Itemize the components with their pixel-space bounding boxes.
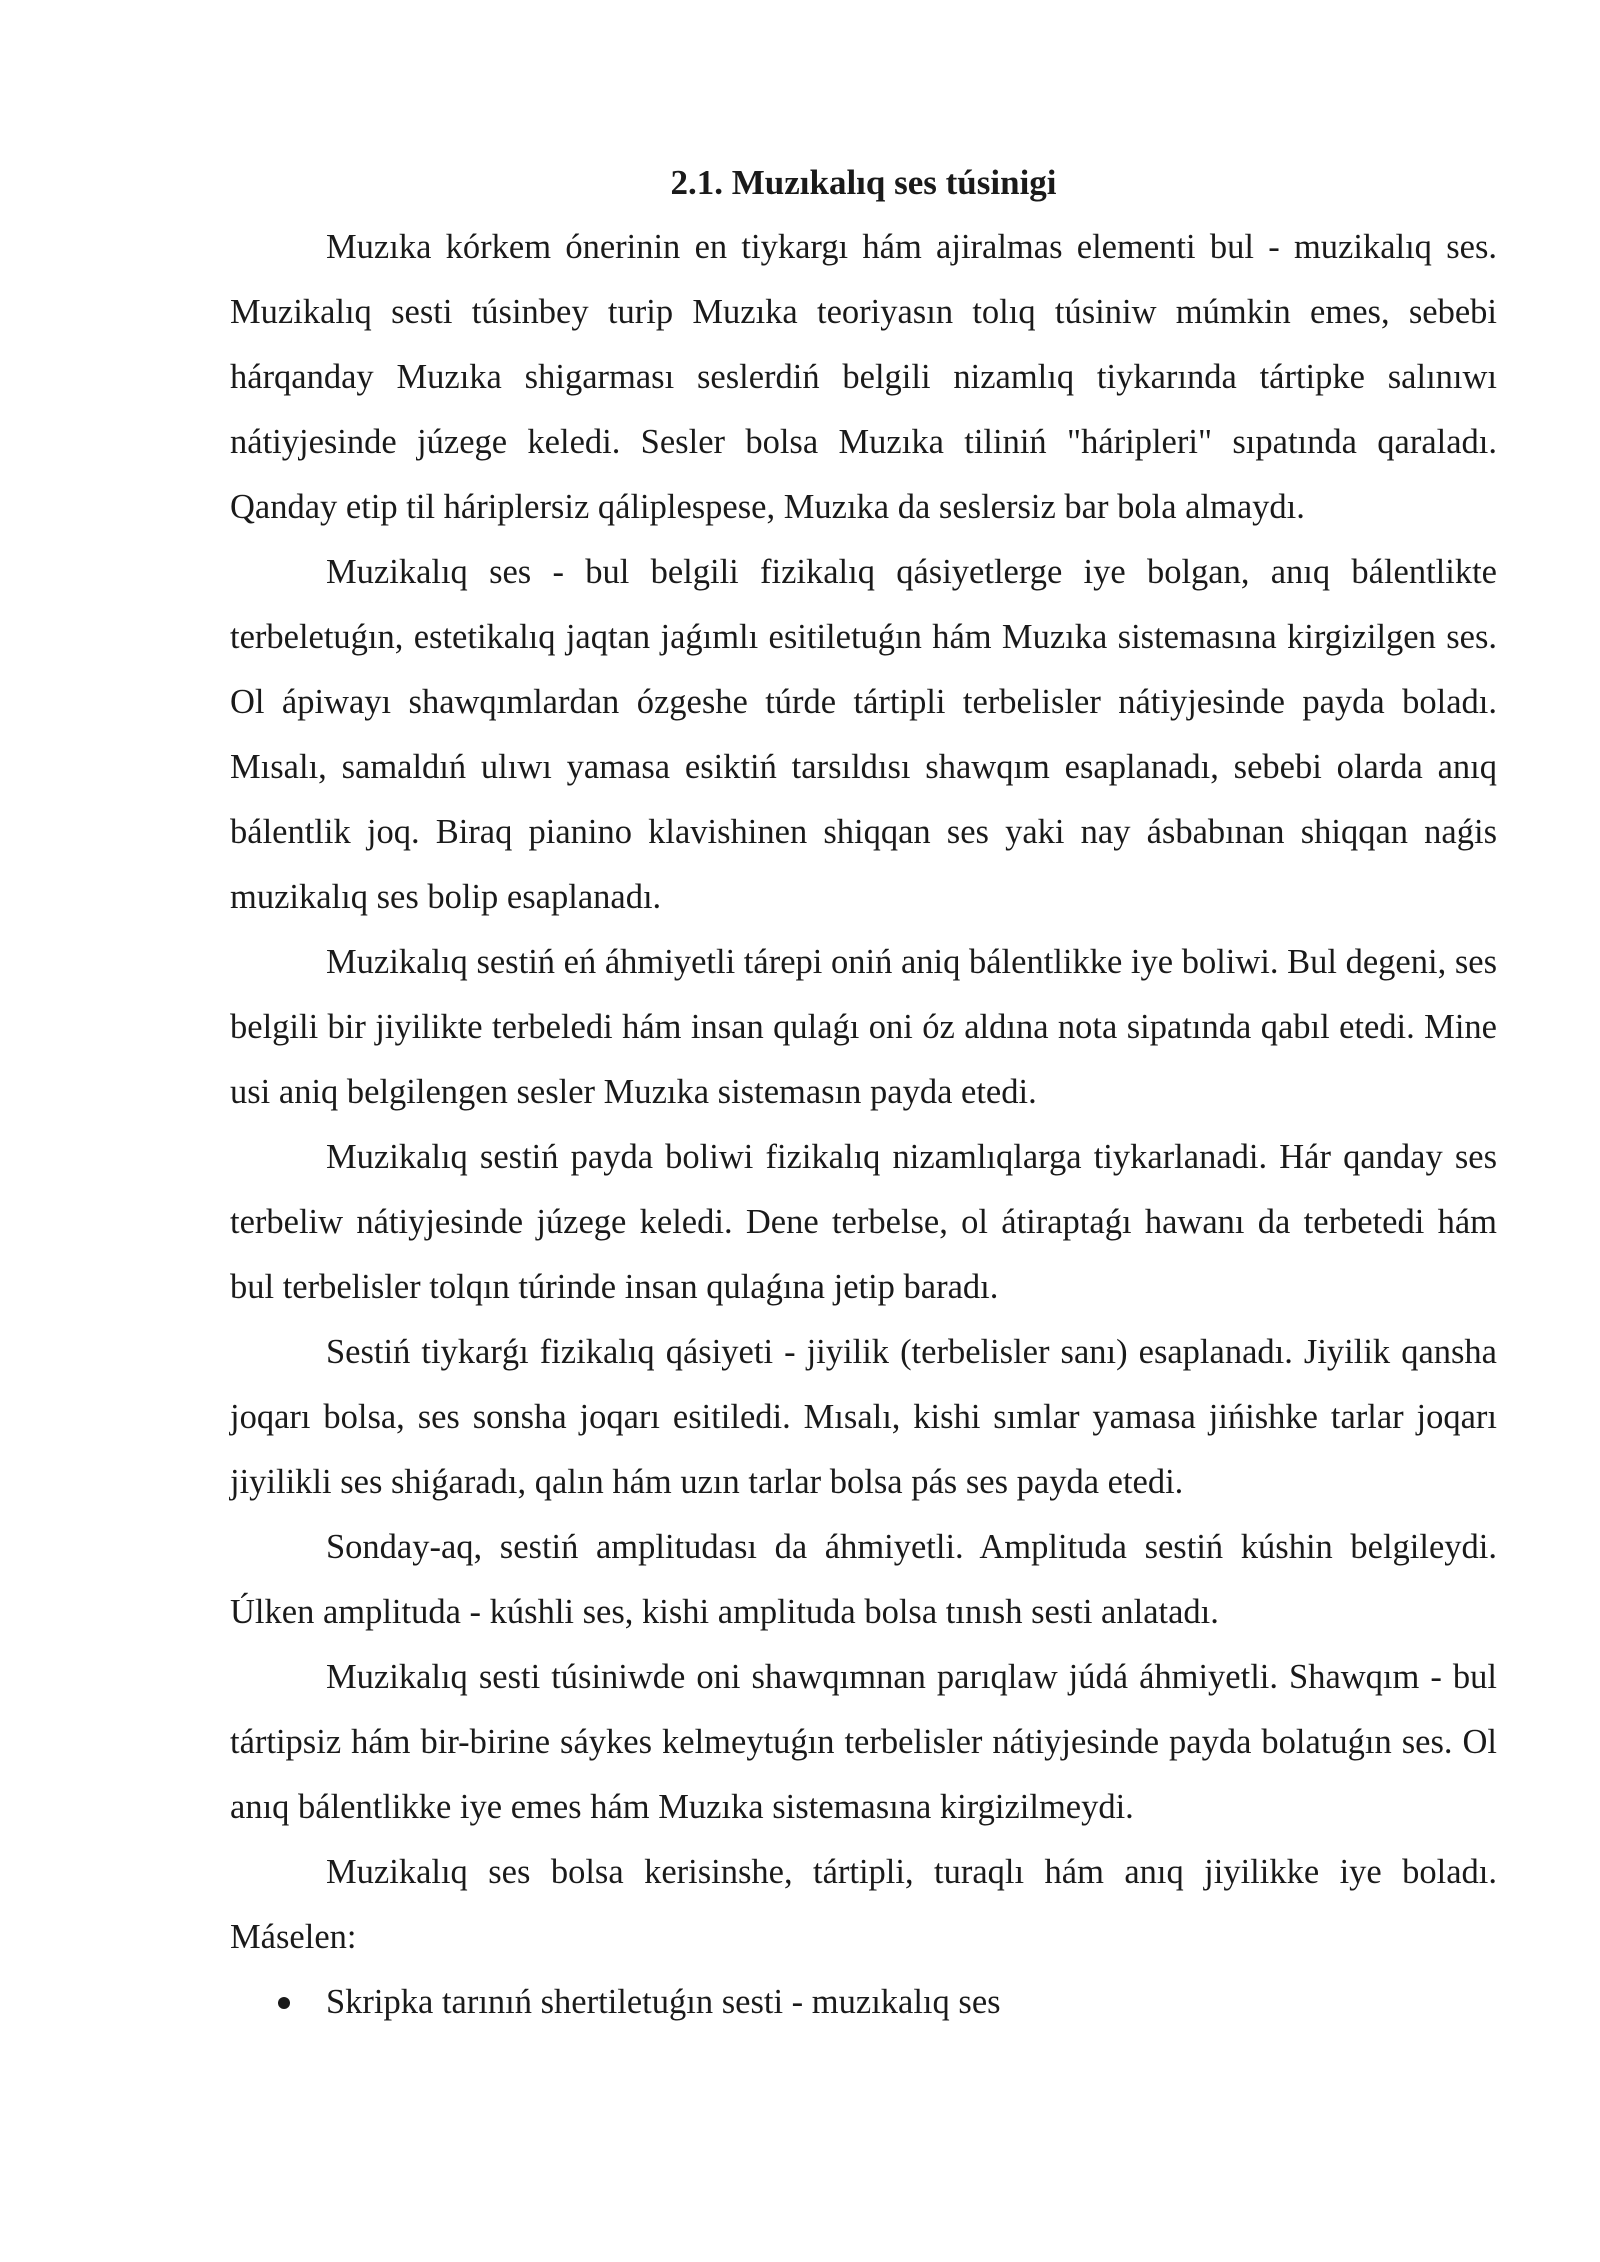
paragraph-5: Sestiń tiykarǵı fizikalıq qásiyeti - jiyilik (terbelisler sanı) esaplanadı. Jiyilik qansha joqarı bolsa, ses sonsha joqarı esitiledi. Mısalı, kishi sımlar yamasa jińishke tarlar joqarı jiyilikli ses shiǵaradı, qalın hám uzın tarlar bolsa pás ses payda etedi. — [230, 1333, 1497, 1501]
paragraph-8: Muzikalıq ses bolsa kerisinshe, tártipli, turaqlı hám anıq jiyilikke iye boladı. Máselen: — [230, 1853, 1497, 1956]
document-body — [230, 150, 1497, 2035]
paragraph-1: Muzıka kórkem ónerinin en tiykargı hám ajiralmas elementi bul - muzikalıq ses. Muzikalıq sesti túsinbey turip Muzıka teoriyasın tolıq túsiniw múmkin emes, sebebi hárqanday Muzıka shigarması seslerdiń belgili nizamlıq tiykarında tártipke salınıwı nátiyjesinde júzege keledi. Sesler bolsa Muzıka tiliniń "háripleri" sıpatında qaraladı. Qanday etip til háriplersiz qáliplespese, Muzıka da seslersiz bar bola almaydı. — [230, 228, 1497, 526]
paragraph-2: Muzikalıq ses - bul belgili fizikalıq qásiyetlerge iye bolgan, anıq bálentlikte terbeletuǵın, estetikalıq jaqtan jaǵımlı esitiletuǵın hám Muzıka sistemasına kirgizilgen ses. Ol ápiwayı shawqımlardan ózgeshe túrde tártipli terbelisler nátiyjesinde payda boladı. Mısalı, samaldıń ulıwı yamasa esiktiń tarsıldısı shawqım esaplanadı, sebebi olarda anıq bálentlik joq. Biraq pianino klavishinen shiqqan ses yaki nay ásbabınan shiqqan naǵis muzikalıq ses bolip esaplanadı. — [230, 553, 1497, 916]
bullet-icon — [278, 1997, 290, 2009]
bullet-list — [230, 1970, 1497, 2035]
list-item-text: Skripka tarınıń shertiletuǵın sesti - muzıkalıq ses — [326, 1983, 1001, 2021]
paragraph-4: Muzikalıq sestiń payda boliwi fizikalıq nizamlıqlarga tiykarlanadi. Hár qanday ses terbeliw nátiyjesinde júzege keledi. Dene terbelse, ol átiraptaǵı hawanı da terbetedi hám bul terbelisler tolqın túrinde insan qulaǵına jetip baradı. — [230, 1138, 1497, 1306]
paragraph-3: Muzikalıq sestiń eń áhmiyetli tárepi oniń aniq bálentlikke iye boliwi. Bul degeni, ses belgili bir jiyilikte terbeledi hám insan qulaǵı oni óz aldına nota sipatında qabıl etedi. Mine usi aniq belgilengen sesler Muzıka sistemasın payda etedi. — [230, 943, 1497, 1111]
paragraph-6: Sonday-aq, sestiń amplitudası da áhmiyetli. Amplituda sestiń kúshin belgileydi. Úlken amplituda - kúshli ses, kishi amplituda bolsa tınısh sesti anlatadı. — [230, 1528, 1497, 1631]
list-item — [230, 1970, 1497, 2035]
section-heading: 2.1. Muzıkalıq ses túsinigi — [670, 163, 1057, 202]
paragraph-7: Muzikalıq sesti túsiniwde oni shawqımnan parıqlaw júdá áhmiyetli. Shawqım - bul tártipsiz hám bir-birine sáykes kelmeytuǵın terbelisler nátiyjesinde payda bolatuǵın ses. Ol anıq bálentlikke iye emes hám Muzıka sistemasına kirgizilmeydi. — [230, 1658, 1497, 1826]
